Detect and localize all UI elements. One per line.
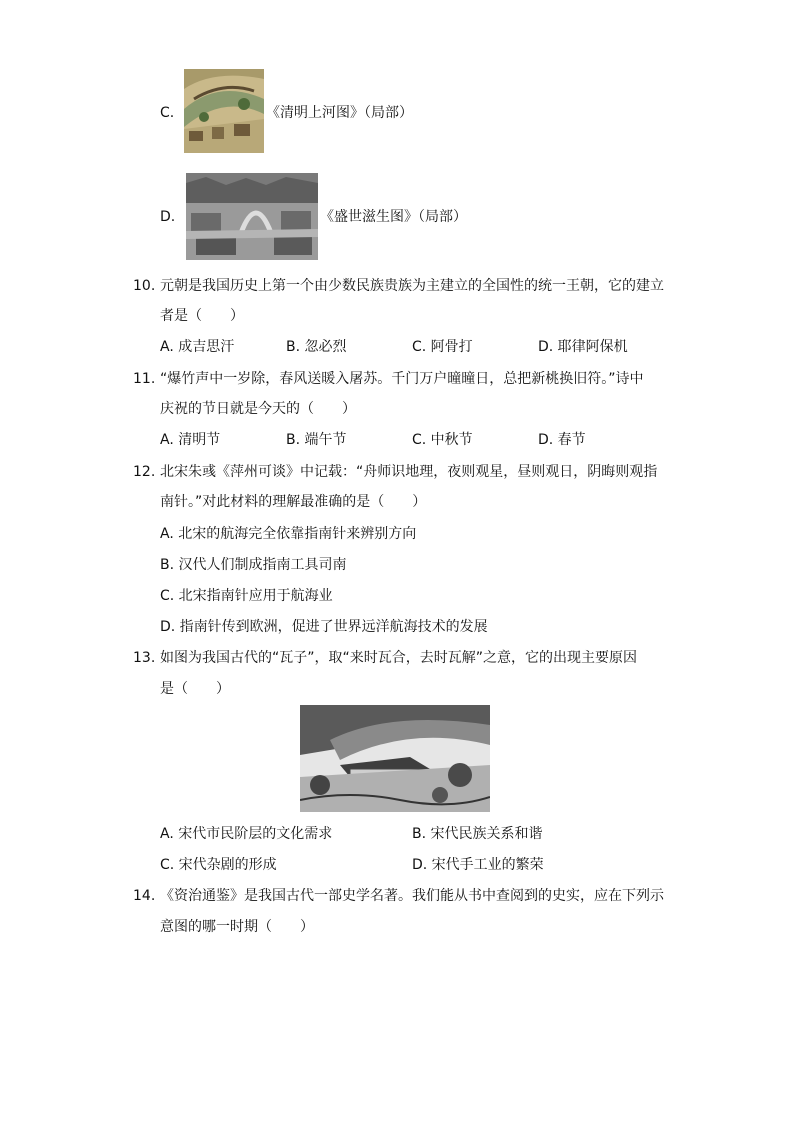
q10-option-c[interactable]: C. 阿骨打 bbox=[412, 339, 473, 355]
q9-option-c-letter: C. bbox=[160, 105, 175, 121]
q11-number: 11. bbox=[133, 371, 156, 387]
q12-number: 12. bbox=[133, 464, 156, 480]
q14-stem-line2: 意图的哪一时期（ ） bbox=[160, 919, 314, 935]
q9-option-d-letter: D. bbox=[160, 209, 176, 225]
q13-option-d[interactable]: D. 宋代手工业的繁荣 bbox=[412, 857, 544, 873]
q11-option-c[interactable]: C. 中秋节 bbox=[412, 432, 473, 448]
q11-option-d[interactable]: D. 春节 bbox=[538, 432, 586, 448]
q10-option-d[interactable]: D. 耶律阿保机 bbox=[538, 339, 628, 355]
q12-option-a[interactable]: A. 北宋的航海完全依靠指南针来辨别方向 bbox=[160, 526, 417, 542]
qingming-painting-image bbox=[184, 69, 264, 153]
wazi-illustration-image bbox=[300, 705, 490, 812]
q9-option-c-caption: 《清明上河图》（局部） bbox=[266, 105, 413, 121]
q14-stem-line1: 《资治通鉴》是我国古代一部史学名著。我们能从书中查阅到的史实，应在下列示 bbox=[160, 888, 664, 904]
q12-option-c[interactable]: C. 北宋指南针应用于航海业 bbox=[160, 588, 333, 604]
q11-stem-line2: 庆祝的节日就是今天的（ ） bbox=[160, 401, 356, 417]
q13-option-a[interactable]: A. 宋代市民阶层的文化需求 bbox=[160, 826, 333, 842]
q12-stem-line1: 北宋朱彧《萍州可谈》中记载：“舟师识地理，夜则观星，昼则观日，阴晦则观指 bbox=[160, 464, 658, 480]
q10-stem-line1: 元朝是我国历史上第一个由少数民族贵族为主建立的全国性的统一王朝，它的建立 bbox=[160, 278, 664, 294]
q12-option-d[interactable]: D. 指南针传到欧洲，促进了世界远洋航海技术的发展 bbox=[160, 619, 488, 635]
shengshi-painting-image bbox=[186, 173, 318, 260]
q10-stem-line2: 者是（ ） bbox=[160, 308, 244, 324]
q13-number: 13. bbox=[133, 650, 156, 666]
q11-stem-line1: “爆竹声中一岁除，春风送暖入屠苏。千门万户曈曈日，总把新桃换旧符。”诗中 bbox=[160, 371, 644, 387]
q13-stem-line2: 是（ ） bbox=[160, 681, 230, 697]
q10-option-a[interactable]: A. 成吉思汗 bbox=[160, 339, 235, 355]
q11-option-b[interactable]: B. 端午节 bbox=[286, 432, 347, 448]
q13-option-b[interactable]: B. 宋代民族关系和谐 bbox=[412, 826, 543, 842]
q13-stem-line1: 如图为我国古代的“瓦子”，取“来时瓦合，去时瓦解”之意，它的出现主要原因 bbox=[160, 650, 638, 666]
q12-stem-line2: 南针。”对此材料的理解最准确的是（ ） bbox=[160, 494, 427, 510]
q10-option-b[interactable]: B. 忽必烈 bbox=[286, 339, 347, 355]
q13-option-c[interactable]: C. 宋代杂剧的形成 bbox=[160, 857, 277, 873]
q11-option-a[interactable]: A. 清明节 bbox=[160, 432, 221, 448]
q9-option-d-caption: 《盛世滋生图》（局部） bbox=[320, 209, 467, 225]
q12-option-b[interactable]: B. 汉代人们制成指南工具司南 bbox=[160, 557, 347, 573]
q10-number: 10. bbox=[133, 278, 156, 294]
q14-number: 14. bbox=[133, 888, 156, 904]
